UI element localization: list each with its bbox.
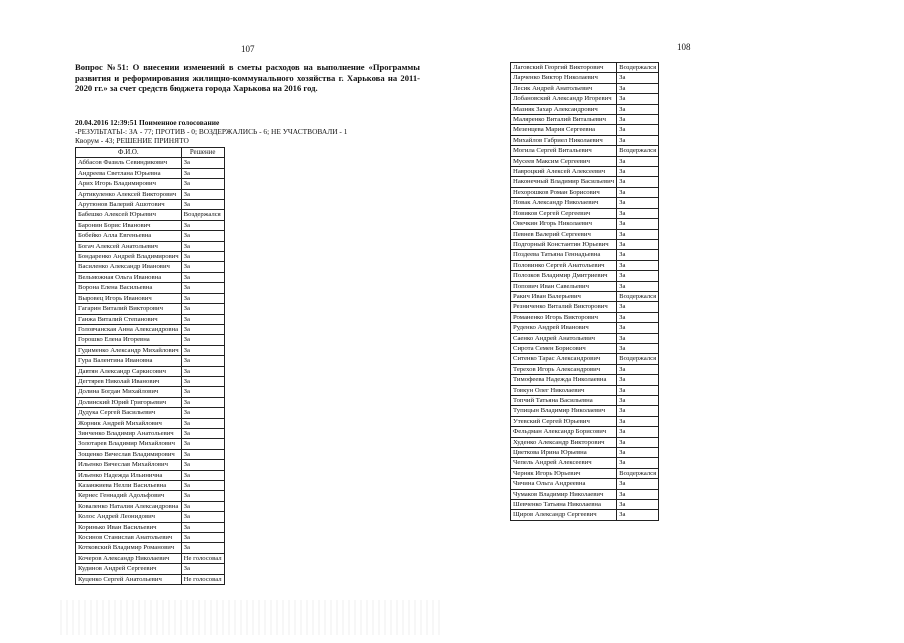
right-page-number: 108 [677, 42, 691, 52]
deputy-name: Черняк Игорь Юрьевич [511, 468, 617, 478]
deputy-name: Головчанская Анна Александровна [76, 324, 182, 334]
table-row [511, 364, 659, 374]
table-row [76, 418, 225, 428]
table-row [511, 479, 659, 489]
deputy-name: Арутюнов Валерий Ашотович [76, 200, 182, 210]
deputy-name: Куценко Сергей Анатольевич [76, 574, 182, 584]
table-row [511, 458, 659, 468]
vote-decision: За [617, 156, 659, 166]
vote-decision: За [617, 458, 659, 468]
vote-decision: За [181, 272, 224, 282]
table-row [76, 574, 225, 584]
vote-decision: За [617, 448, 659, 458]
vote-decision: За [181, 481, 224, 491]
deputy-name: Навроцкий Алексей Алексеевич [511, 167, 617, 177]
vote-datetime: 20.04.2016 12:39:51 Поименное голосование [75, 118, 220, 127]
vote-decision: За [617, 125, 659, 135]
vote-decision: За [181, 220, 224, 230]
table-row [76, 543, 225, 553]
vote-decision: За [181, 200, 224, 210]
deputy-name: Давтян Александр Саркисович [76, 366, 182, 376]
table-row [511, 291, 659, 301]
table-row [511, 156, 659, 166]
vote-decision: За [181, 335, 224, 345]
name-column-header: Ф.И.О. [76, 148, 182, 158]
deputy-name: Казанжиева Нелли Васильевна [76, 481, 182, 491]
table-row [76, 335, 225, 345]
deputy-name: Коваленко Наталия Александровна [76, 501, 182, 511]
vote-decision: За [617, 115, 659, 125]
vote-decision: За [181, 439, 224, 449]
table-row [511, 354, 659, 364]
table-row [511, 83, 659, 93]
deputy-name: Ильенко Надежда Ильинична [76, 470, 182, 480]
table-row [511, 146, 659, 156]
deputy-name: Лесик Андрей Анатольевич [511, 83, 617, 93]
vote-decision: За [617, 479, 659, 489]
deputy-name: Долина Богдан Михайлович [76, 387, 182, 397]
deputy-name: Ильенко Вячеслав Михайлович [76, 460, 182, 470]
vote-decision: За [617, 239, 659, 249]
deputy-name: Половинко Сергей Анатольевич [511, 260, 617, 270]
deputy-name: Мезенцева Мария Сергеевна [511, 125, 617, 135]
deputy-name: Чичина Ольга Андреевна [511, 479, 617, 489]
deputy-name: Богач Алексей Анатольевич [76, 241, 182, 251]
deputy-name: Саенко Андрей Анатольевич [511, 333, 617, 343]
deputy-name: Гагарин Виталий Викторович [76, 304, 182, 314]
vote-decision: За [181, 241, 224, 251]
deputy-name: Могила Сергей Витальевич [511, 146, 617, 156]
table-row [511, 468, 659, 478]
vote-decision: За [181, 408, 224, 418]
deputy-name: Михайлов Габриел Николаевич [511, 135, 617, 145]
table-row [511, 125, 659, 135]
table-row [76, 376, 225, 386]
vote-decision: За [181, 512, 224, 522]
vote-decision: За [617, 406, 659, 416]
deputy-name: Тупицын Владимир Николаевич [511, 406, 617, 416]
table-row [511, 323, 659, 333]
table-row [511, 375, 659, 385]
deputy-name: Бабешко Алексей Юрьевич [76, 210, 182, 220]
deputy-name: Ворона Елена Васильевна [76, 283, 182, 293]
table-row [511, 229, 659, 239]
vote-decision: За [181, 158, 224, 168]
table-row [76, 168, 225, 178]
vote-decision: За [181, 283, 224, 293]
vote-decision: За [617, 323, 659, 333]
deputy-name: Щиров Александр Сергеевич [511, 510, 617, 520]
vote-decision: За [617, 208, 659, 218]
question-heading: Вопрос №51: О внесении изменений в сметы расходов на выполнение «Программы развития и реформирования жилищно-коммунального хозяйства г. Харькова на 2011-2020 гг.» за счет средств бюджета города Харькова на 2016 год. [75, 62, 420, 94]
deputy-name: Топчий Татьяна Васильевна [511, 396, 617, 406]
table-row [511, 271, 659, 281]
vote-decision: За [181, 356, 224, 366]
deputy-name: Артикуленко Алексей Викторович [76, 189, 182, 199]
vote-decision: За [181, 231, 224, 241]
table-row [511, 510, 659, 520]
vote-decision: За [181, 189, 224, 199]
table-row [511, 115, 659, 125]
vote-decision: За [617, 260, 659, 270]
deputy-name: Горошко Елена Игоревна [76, 335, 182, 345]
vote-decision: За [181, 470, 224, 480]
vote-decision: За [617, 510, 659, 520]
deputy-name: Ларченко Виктор Николаевич [511, 73, 617, 83]
table-row [76, 533, 225, 543]
vote-decision: За [617, 500, 659, 510]
vote-decision: За [181, 491, 224, 501]
vote-decision: Не голосовал [181, 553, 224, 563]
table-row [76, 189, 225, 199]
vote-decision: За [181, 366, 224, 376]
deputy-name: Жорник Андрей Михайлович [76, 418, 182, 428]
table-row [76, 428, 225, 438]
deputy-name: Лобановский Александр Игоревич [511, 94, 617, 104]
table-row [511, 448, 659, 458]
vote-decision: За [617, 83, 659, 93]
vote-decision: За [181, 314, 224, 324]
deputy-name: Василенко Александр Иванович [76, 262, 182, 272]
deputy-name: Мазняк Захар Александрович [511, 104, 617, 114]
table-row [76, 491, 225, 501]
vote-decision: За [617, 177, 659, 187]
deputy-name: Лаговский Георгий Викторович [511, 63, 617, 73]
scan-noise [60, 600, 440, 635]
vote-decision: За [181, 293, 224, 303]
vote-decision: За [617, 364, 659, 374]
deputy-name: Подгорный Константин Юрьевич [511, 239, 617, 249]
table-row [511, 135, 659, 145]
deputy-name: Наконечный Владимир Васильевич [511, 177, 617, 187]
vote-decision: За [181, 533, 224, 543]
deputy-name: Ситенко Тарас Александрович [511, 354, 617, 364]
vote-decision: За [181, 168, 224, 178]
table-row [76, 314, 225, 324]
deputy-name: Баронин Борис Иванович [76, 220, 182, 230]
right-vote-table [510, 62, 659, 521]
deputy-name: Руденко Андрей Иванович [511, 323, 617, 333]
table-row [76, 366, 225, 376]
deputy-name: Арих Игорь Владимирович [76, 179, 182, 189]
deputy-name: Сирота Семен Борисович [511, 343, 617, 353]
deputy-name: Гудименко Александр Михайлович [76, 345, 182, 355]
vote-decision: Воздержался [617, 63, 659, 73]
deputy-name: Дегтярев Николай Иванович [76, 376, 182, 386]
table-row [76, 241, 225, 251]
vote-decision: За [181, 522, 224, 532]
vote-decision: За [181, 460, 224, 470]
table-row [76, 200, 225, 210]
deputy-name: Котковский Владимир Романович [76, 543, 182, 553]
vote-decision: За [181, 543, 224, 553]
table-row [76, 522, 225, 532]
deputy-name: Кочеров Александр Николаевич [76, 553, 182, 563]
table-row [511, 177, 659, 187]
deputy-name: Новак Александр Николаевич [511, 198, 617, 208]
vote-decision: За [617, 437, 659, 447]
vote-decision: За [617, 167, 659, 177]
left-vote-table [75, 147, 225, 585]
vote-decision: За [181, 387, 224, 397]
deputy-name: Золотарев Владимир Михайлович [76, 439, 182, 449]
deputy-name: Худенко Александр Викторович [511, 437, 617, 447]
vote-decision: За [617, 281, 659, 291]
deputy-name: Полозков Владимир Дмитриевич [511, 271, 617, 281]
table-row [511, 281, 659, 291]
vote-decision: За [181, 449, 224, 459]
vote-decision: За [617, 302, 659, 312]
vote-decision: Воздержался [617, 291, 659, 301]
table-row [76, 231, 225, 241]
table-row [76, 283, 225, 293]
vote-decision: За [617, 271, 659, 281]
deputy-name: Долинский Юрий Григорьевич [76, 397, 182, 407]
vote-decision: За [181, 252, 224, 262]
vote-decision: За [617, 312, 659, 322]
table-row [76, 345, 225, 355]
vote-decision: За [617, 73, 659, 83]
table-row [76, 262, 225, 272]
table-row [511, 250, 659, 260]
vote-decision: За [617, 250, 659, 260]
table-row [76, 304, 225, 314]
deputy-name: Мусеев Максим Сергеевич [511, 156, 617, 166]
deputy-name: Коринько Иван Васильевич [76, 522, 182, 532]
table-row [76, 397, 225, 407]
table-row [76, 439, 225, 449]
table-row [76, 220, 225, 230]
deputy-name: Шевченко Татьяна Николаевна [511, 500, 617, 510]
deputy-name: Кудинов Андрей Сергеевич [76, 564, 182, 574]
table-row [76, 158, 225, 168]
vote-decision: За [617, 343, 659, 353]
deputy-name: Аббасов Фазиль Севиндикович [76, 158, 182, 168]
vote-decision: За [181, 179, 224, 189]
vote-decision: Воздержался [617, 146, 659, 156]
table-row [511, 167, 659, 177]
deputy-name: Фельдман Александр Борисович [511, 427, 617, 437]
deputy-name: Гура Валентина Ивановна [76, 356, 182, 366]
table-row [76, 210, 225, 220]
table-row [511, 187, 659, 197]
vote-decision: За [617, 135, 659, 145]
table-row [511, 219, 659, 229]
vote-decision: За [181, 418, 224, 428]
vote-decision: За [181, 564, 224, 574]
vote-decision: За [181, 304, 224, 314]
deputy-name: Андреева Светлана Юрьевна [76, 168, 182, 178]
table-row [511, 333, 659, 343]
table-row [76, 408, 225, 418]
vote-decision: За [617, 427, 659, 437]
vote-decision: За [617, 396, 659, 406]
table-row [76, 470, 225, 480]
vote-decision: За [617, 187, 659, 197]
deputy-name: Тимофеева Надежда Николаевна [511, 375, 617, 385]
table-row [511, 63, 659, 73]
table-row [76, 501, 225, 511]
deputy-name: Попович Иван Савельевич [511, 281, 617, 291]
table-row [76, 272, 225, 282]
table-row [76, 387, 225, 397]
table-row [76, 449, 225, 459]
vote-decision: За [181, 345, 224, 355]
table-row [511, 437, 659, 447]
table-row [511, 198, 659, 208]
vote-results: -РЕЗУЛЬТАТЫ-: ЗА - 77; ПРОТИВ - 0; ВОЗДЕРЖАЛИСЬ - 6; НЕ УЧАСТВОВАЛИ - 1 [75, 127, 348, 136]
table-row [511, 489, 659, 499]
vote-quorum: Кворум - 43; РЕШЕНИЕ ПРИНЯТО [75, 136, 189, 145]
vote-decision: За [181, 324, 224, 334]
vote-decision: Воздержался [617, 468, 659, 478]
deputy-name: Овечкин Игорь Николаевич [511, 219, 617, 229]
table-row [511, 239, 659, 249]
deputy-name: Цветкова Ирина Юрьевна [511, 448, 617, 458]
vote-decision: За [617, 333, 659, 343]
table-row [511, 312, 659, 322]
table-row [76, 293, 225, 303]
deputy-name: Кернес Геннадий Адольфович [76, 491, 182, 501]
deputy-name: Чумаков Владимир Николаевич [511, 489, 617, 499]
vote-decision: За [617, 489, 659, 499]
table-row [511, 73, 659, 83]
deputy-name: Зинченко Владимир Анатольевич [76, 428, 182, 438]
table-row [511, 396, 659, 406]
table-row [511, 94, 659, 104]
vote-decision: За [617, 385, 659, 395]
table-row [76, 564, 225, 574]
deputy-name: Бондаренко Андрей Владимирович [76, 252, 182, 262]
table-row [76, 512, 225, 522]
deputy-name: Косинов Станислав Анатольевич [76, 533, 182, 543]
vote-decision: Не голосовал [181, 574, 224, 584]
vote-decision: За [181, 397, 224, 407]
table-row [76, 324, 225, 334]
deputy-name: Поздеева Татьяна Геннадьевна [511, 250, 617, 260]
deputy-name: Товкун Олег Николаевич [511, 385, 617, 395]
table-row [511, 260, 659, 270]
table-row [76, 481, 225, 491]
table-row [511, 385, 659, 395]
table-row [511, 406, 659, 416]
table-row [511, 416, 659, 426]
vote-decision: Воздержался [617, 354, 659, 364]
vote-decision: За [181, 262, 224, 272]
table-row [76, 553, 225, 563]
table-row [76, 252, 225, 262]
deputy-name: Терехов Игорь Александрович [511, 364, 617, 374]
table-row [511, 302, 659, 312]
table-row [76, 460, 225, 470]
table-row [511, 104, 659, 114]
vote-decision: За [617, 198, 659, 208]
vote-decision: За [617, 104, 659, 114]
left-page-number: 107 [241, 44, 255, 54]
deputy-name: Зощенко Вячеслав Владимирович [76, 449, 182, 459]
vote-decision: За [617, 229, 659, 239]
vote-column-header: Решение [181, 148, 224, 158]
table-row [511, 500, 659, 510]
deputy-name: Ганжа Виталий Степанович [76, 314, 182, 324]
table-row [511, 208, 659, 218]
deputy-name: Резниченко Виталий Викторович [511, 302, 617, 312]
vote-decision: За [617, 375, 659, 385]
vote-decision: За [617, 219, 659, 229]
deputy-name: Нехорошков Роман Борисович [511, 187, 617, 197]
table-row [76, 179, 225, 189]
deputy-name: Чепель Андрей Алексеевич [511, 458, 617, 468]
table-row [76, 356, 225, 366]
deputy-name: Певнев Валерий Сергеевич [511, 229, 617, 239]
vote-decision: За [617, 94, 659, 104]
deputy-name: Дудука Сергей Васильевич [76, 408, 182, 418]
deputy-name: Романенко Игорь Викторович [511, 312, 617, 322]
vote-decision: За [181, 428, 224, 438]
vote-decision: За [181, 501, 224, 511]
vote-decision: За [181, 376, 224, 386]
deputy-name: Утевский Сергей Юрьевич [511, 416, 617, 426]
deputy-name: Вельможная Ольга Ивановна [76, 272, 182, 282]
vote-decision: Воздержался [181, 210, 224, 220]
table-row [511, 343, 659, 353]
vote-decision: За [617, 416, 659, 426]
deputy-name: Ракич Иван Валерьевич [511, 291, 617, 301]
deputy-name: Выровец Игорь Иванович [76, 293, 182, 303]
deputy-name: Бобейко Алла Евгеньевна [76, 231, 182, 241]
deputy-name: Новиков Сергей Сергеевич [511, 208, 617, 218]
deputy-name: Маляренко Виталий Витальевич [511, 115, 617, 125]
table-row [511, 427, 659, 437]
deputy-name: Колос Андрей Леонидович [76, 512, 182, 522]
